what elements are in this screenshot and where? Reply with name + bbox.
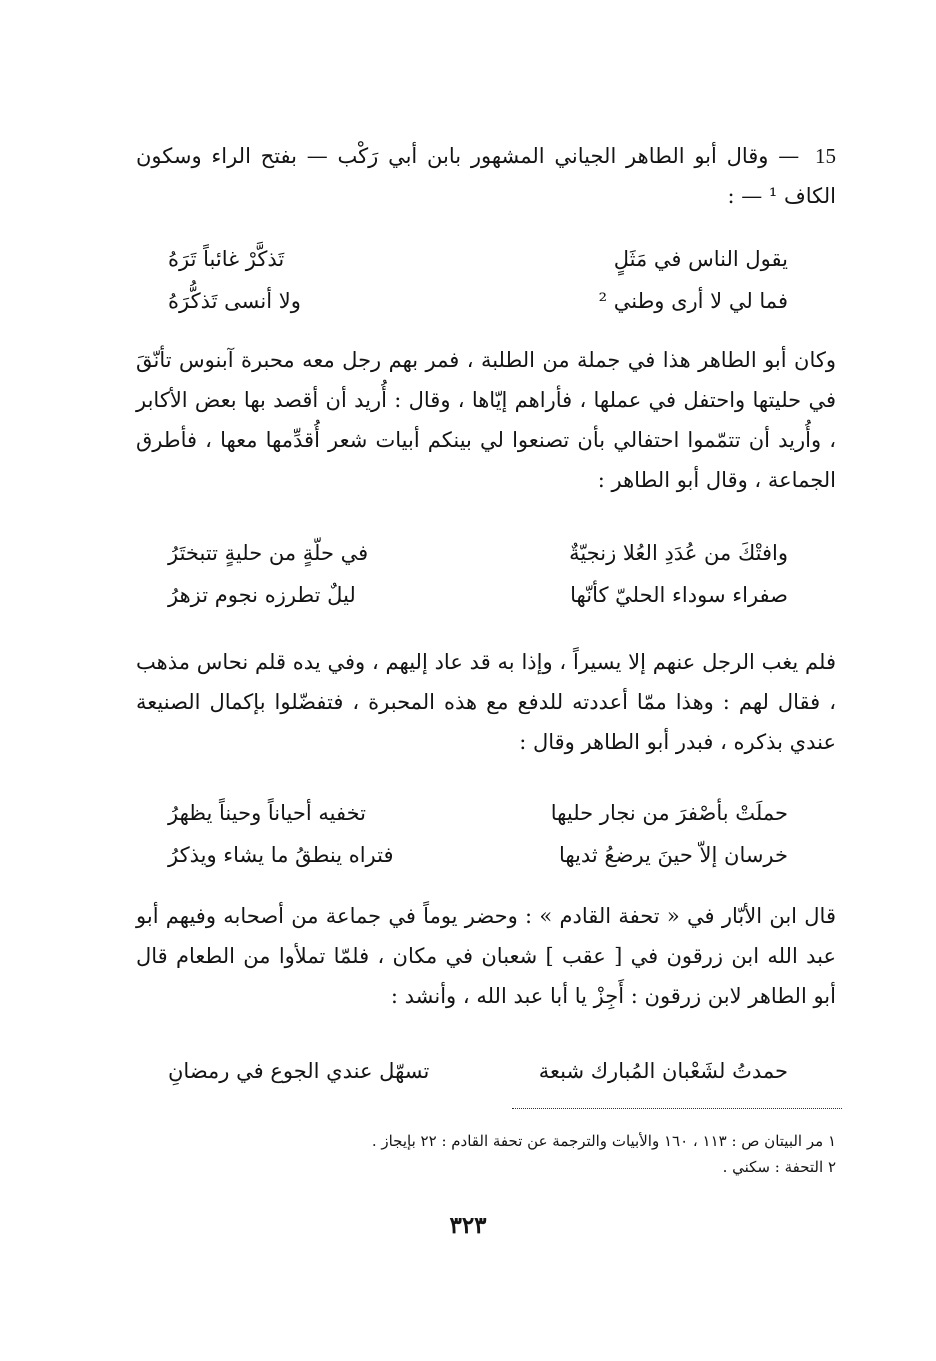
second-hemistich: فتراه ينطقُ ما يشاء ويذكرُ	[168, 843, 394, 867]
first-hemistich: فما لي لا أرى وطني ²	[598, 289, 788, 313]
couplet	[168, 1050, 788, 1092]
couplet	[168, 238, 788, 280]
verse-block-4	[168, 1050, 788, 1092]
first-hemistich: خرسان إلاّ حينَ يرضعُ ثديها	[558, 843, 788, 867]
couplet	[168, 792, 788, 834]
second-hemistich: ليلٌ تطرزه نجوم تزهرُ	[168, 583, 356, 607]
second-hemistich: في حلّةٍ من حليةٍ تتبختَرُ	[168, 541, 369, 565]
verse-block-3	[168, 792, 788, 876]
paragraph-3: فلم يغب الرجل عنهم إلا يسيراً ، وإذا به قد عاد إليهم ، وفي يده قلم نحاس مذهب ، فقال لهم : وهذا ممّا أعددته للدفع مع هذه المحبرة ، فتفضّلوا بإكمال الصنيعة عندي بذكره ، فبدر أبو الطاهر وقال :	[136, 650, 836, 754]
couplet	[168, 574, 788, 616]
paragraph-4: قال ابن الأبّار في « تحفة القادم » : وحضر يوماً في جماعة من أصحابه وفيهم أبو عبد الله ابن زرقون في [ عقب ] شعبان في مكان ، فلمّا تملأوا من الطعام قال أبو الطاهر لابن زرقون : أَجِزْ يا أبا عبد الله ، وأنشد :	[136, 904, 836, 1008]
page-number: ٣٢٣	[449, 1212, 487, 1239]
paragraph-2: وكان أبو الطاهر هذا في جملة من الطلبة ، فمر بهم رجل معه محبرة آبنوس تأنّقَ في حليتها واحتفل في عملها ، فأراهم إيّاها ، وقال : أُريد أن أقصد بها بعض الأكابر ، وأُريد أن تتمّموا احتفالي بأن تصنعوا لي بينكم أبيات شعر أُقدِّمها معها ، فأطرق الجماعة ، وقال أبو الطاهر :	[136, 348, 836, 492]
first-hemistich: صفراء سوداء الحليّ كأنّها	[570, 583, 788, 607]
first-hemistich: حمدتُ لشَعْبان المُبارك شبعة	[538, 1059, 788, 1083]
second-hemistich: ولا أنسى تَذكُّرَهُ	[168, 289, 301, 313]
first-hemistich: وافتْكَ من عُدَدِ العُلا زنجيّةٌ	[569, 541, 788, 565]
entry-number: 15	[814, 144, 836, 168]
first-hemistich: يقول الناس في مَثَلٍ	[613, 247, 788, 271]
verse-block-1	[168, 238, 788, 322]
footnote-separator	[512, 1108, 842, 1109]
second-hemistich: تَذكَّرْ غائباً تَرَهُ	[168, 247, 285, 271]
footnote: ١ مر البيتان ص : ١١٣ ، ١٦٠ والأبيات والترجمة عن تحفة القادم : ٢٢ بإيجاز .	[371, 1132, 836, 1150]
footnotes	[196, 1128, 836, 1180]
couplet	[168, 532, 788, 574]
couplet	[168, 280, 788, 322]
second-hemistich: تسهّل عندي الجوع في رمضانِ	[168, 1059, 430, 1083]
entry-intro-text: — وقال أبو الطاهر الجياني المشهور بابن أبي رَكْب — بفتح الراء وسكون الكاف ¹ — :	[136, 144, 836, 208]
couplet	[168, 834, 788, 876]
verse-block-2	[168, 532, 788, 616]
first-hemistich: حملَتْ بأصْفرَ من نجار حليها	[550, 801, 788, 825]
entry-intro	[136, 136, 836, 216]
second-hemistich: تخفيه أحياناً وحيناً يظهرُ	[168, 801, 366, 825]
footnote: ٢ التحفة : سكني .	[722, 1158, 836, 1176]
